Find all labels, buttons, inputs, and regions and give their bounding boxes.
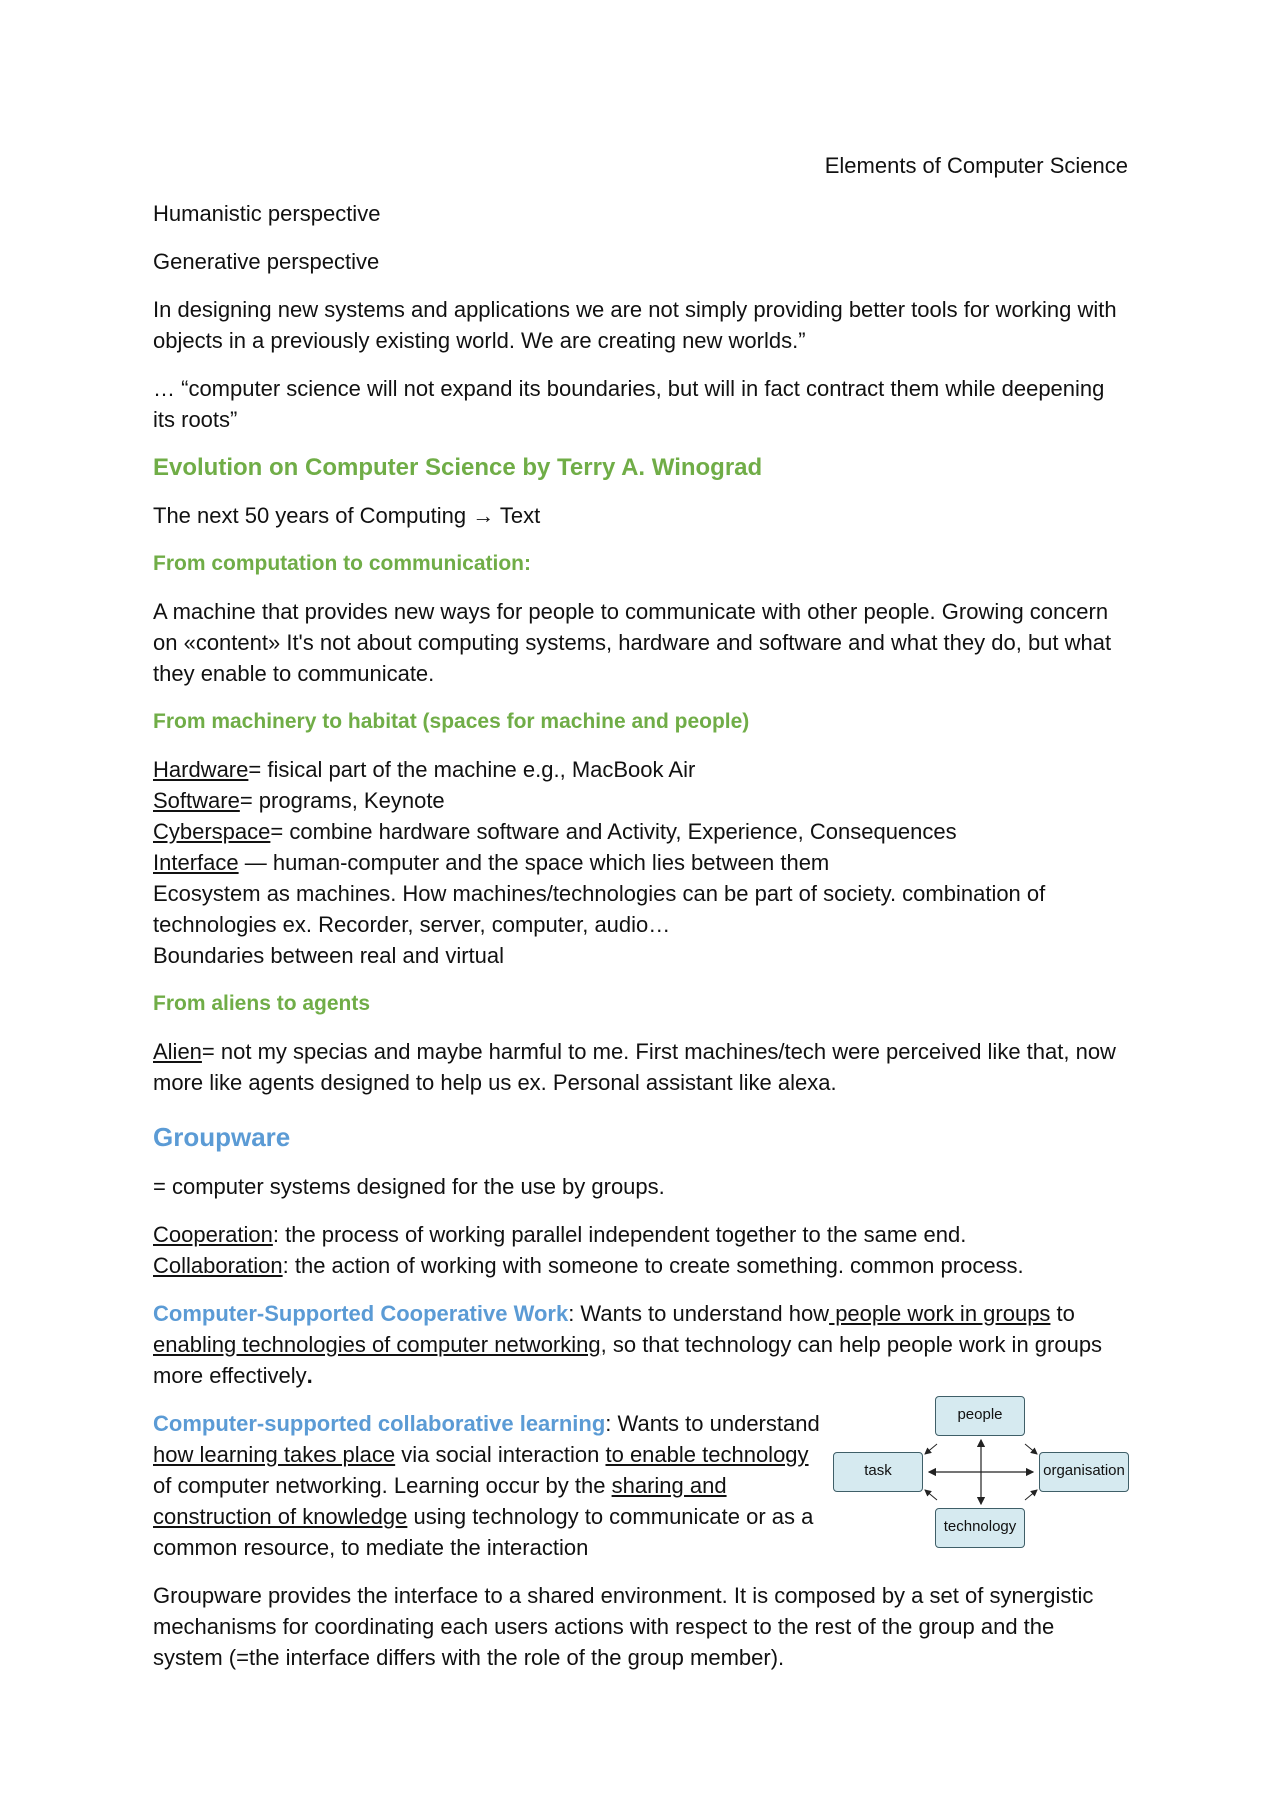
cooperation-collaboration bbox=[153, 1219, 1128, 1281]
intro-humanistic: Humanistic perspective bbox=[153, 201, 381, 226]
list-item: Hardware= fisical part of the machine e.g., MacBook Air bbox=[153, 757, 696, 782]
intro-quote-1: In designing new systems and applications we are not simply providing better tools for working with objects in a previously existing world. We are creating new worlds.” bbox=[153, 297, 1117, 353]
intro-quote-2: … “computer science will not expand its boundaries, but will in fact contract them while deepening its roots” bbox=[153, 376, 1105, 432]
list-item: Software= programs, Keynote bbox=[153, 788, 445, 813]
cscl-section bbox=[153, 1408, 1128, 1563]
heading-evolution: Evolution on Computer Science by Terry A. Winograd bbox=[153, 454, 763, 481]
diagram-node-organisation: organisation bbox=[1039, 1452, 1129, 1492]
cooperation-line: Cooperation: the process of working parallel independent together to the same end. bbox=[153, 1222, 967, 1247]
document-body bbox=[153, 150, 1128, 1690]
term-hardware: Hardware bbox=[153, 757, 249, 782]
term-alien: Alien bbox=[153, 1039, 202, 1064]
ecosystem-text: Ecosystem as machines. How machines/technologies can be part of society. combination of technologies ex. Recorder, server, computer, audio… bbox=[153, 881, 1046, 937]
cscw-title: Computer-Supported Cooperative Work bbox=[153, 1301, 569, 1326]
intro-generative: Generative perspective bbox=[153, 249, 380, 274]
heading-computation: From computation to communication: bbox=[153, 552, 531, 575]
boundaries-text: Boundaries between real and virtual bbox=[153, 943, 505, 968]
cscl-title: Computer-supported collaborative learning bbox=[153, 1411, 606, 1436]
aliens-body: Alien= not my specias and maybe harmful to me. First machines/tech were perceived like that, now more like agents designed to help us ex. Personal assistant like alexa. bbox=[153, 1039, 1116, 1095]
diagram-node-task: task bbox=[833, 1452, 923, 1492]
cscw-paragraph: Computer-Supported Cooperative Work: Wants to understand how people work in groups to enabling technologies of computer networking, so that technology can help people work in groups more effectively. bbox=[153, 1301, 1103, 1388]
term-collaboration: Collaboration bbox=[153, 1253, 283, 1278]
diagram-node-technology: technology bbox=[935, 1508, 1025, 1548]
groupware-diagram bbox=[833, 1396, 1129, 1548]
computation-body: A machine that provides new ways for people to communicate with other people. Growing concern on «content» It's not about computing systems, hardware and software and what they do, but what they enable to communicate. bbox=[153, 599, 1112, 686]
groupware-definition: = computer systems designed for the use by groups. bbox=[153, 1174, 665, 1199]
heading-aliens: From aliens to agents bbox=[153, 992, 371, 1015]
cscl-paragraph: Computer-supported collaborative learning: Wants to understand how learning takes place via social interaction to enable technology of computer networking. Learning occur by the sharing and construction of knowledge using technology to communicate or as a common resource, to mediate the interaction bbox=[153, 1411, 820, 1560]
term-interface: Interface bbox=[153, 850, 239, 875]
term-cooperation: Cooperation bbox=[153, 1222, 273, 1247]
term-cyberspace: Cyberspace bbox=[153, 819, 271, 844]
next50-line bbox=[153, 500, 1128, 531]
page-header: Elements of Computer Science bbox=[824, 153, 1128, 178]
list-item: Cyberspace= combine hardware software and Activity, Experience, Consequences bbox=[153, 819, 957, 844]
groupware-closing: Groupware provides the interface to a shared environment. It is composed by a set of synergistic mechanisms for coordinating each users actions with respect to the rest of the group and the system (=the interface differs with the role of the group member). bbox=[153, 1583, 1094, 1670]
arrow-right-icon: → bbox=[472, 503, 495, 528]
machinery-list bbox=[153, 754, 1128, 971]
next50-tail: Text bbox=[499, 503, 541, 528]
collaboration-line: Collaboration: the action of working with someone to create something. common process. bbox=[153, 1253, 1024, 1278]
heading-groupware: Groupware bbox=[153, 1122, 291, 1152]
term-software: Software bbox=[153, 788, 240, 813]
next50-text: The next 50 years of Computing bbox=[153, 503, 467, 528]
diagram-node-people: people bbox=[935, 1396, 1025, 1436]
list-item: Interface — human-computer and the space which lies between them bbox=[153, 850, 830, 875]
heading-machinery: From machinery to habitat (spaces for machine and people) bbox=[153, 710, 750, 733]
